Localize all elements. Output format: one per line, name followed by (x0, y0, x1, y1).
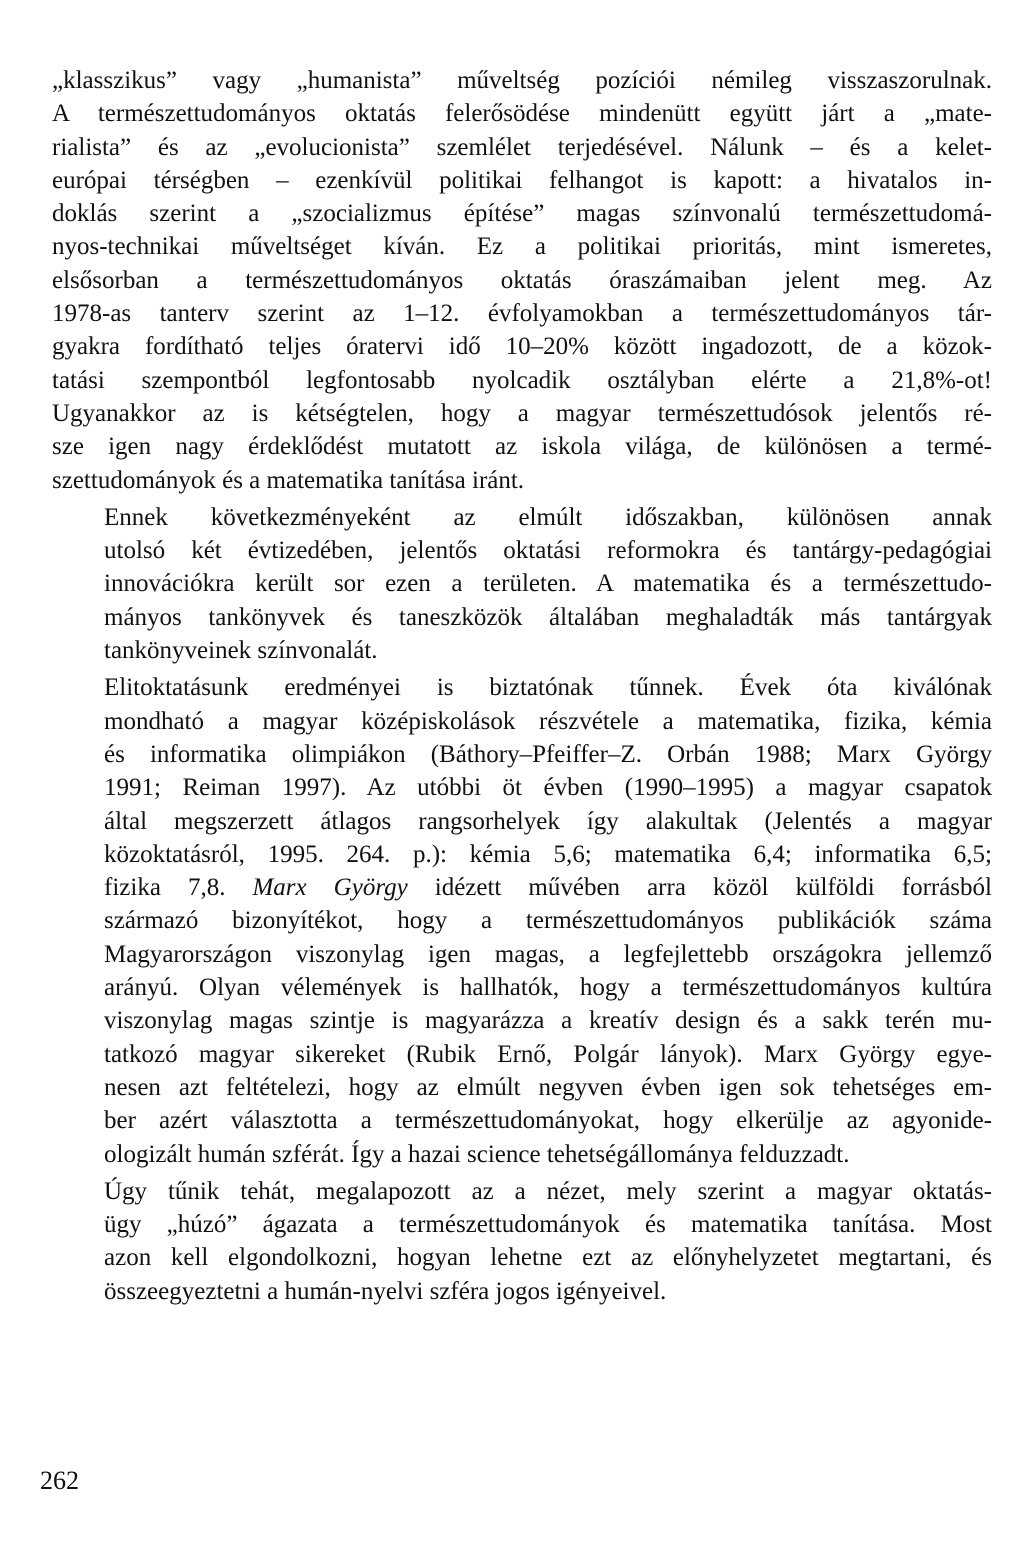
paragraph (52, 64, 992, 497)
text-line: tankönyveinek színvonalát. (104, 637, 378, 665)
paragraph (52, 671, 992, 1170)
text-line: mányos tankönyvek és taneszközök általában meghaladták más tantárgyak (104, 603, 992, 631)
text-line: arányú. Olyan vélemények is hallhatók, hogy a természettudományos kultúra (104, 974, 992, 1002)
text-line: fizika 7,8. Marx György idézett művében arra közöl külföldi forrásból (104, 874, 992, 902)
text-line: 1991; Reiman 1997). Az utóbbi öt évben (1990–1995) a magyar csapatok (104, 774, 992, 802)
text-line: doklás szerint a „szocializmus építése” magas színvonalú természettudomá- (52, 200, 992, 228)
page-number: 262 (40, 1466, 79, 1495)
text-line: ügy „húzó” ágazata a természettudományok és matematika tanítása. Most (104, 1211, 992, 1239)
text-line: 1978-as tanterv szerint az 1–12. évfolyamokban a természettudományos tár- (52, 300, 992, 328)
text-line: „klasszikus” vagy „humanista” műveltség pozíciói némileg visszaszorulnak. (52, 67, 992, 94)
text-line: összeegyeztetni a humán-nyelvi szféra jogos igényeivel. (104, 1277, 667, 1305)
text-line: ber azért választotta a természettudományokat, hogy elkerülje az agyonide- (104, 1107, 992, 1135)
text-line: szettudományok és a matematika tanítása iránt. (52, 466, 525, 494)
text-line: tatási szempontból legfontosabb nyolcadik osztályban elérte a 21,8%-ot! (52, 366, 992, 394)
text-line: származó bizonyítékot, hogy a természettudományos publikációk száma (104, 907, 992, 935)
text-line: gyakra fordítható teljes óratervi idő 10–20% között ingadozott, de a közok- (52, 333, 992, 361)
italic-name: Marx György (252, 874, 408, 902)
text-line: elsősorban a természettudományos oktatás óraszámaiban jelent meg. Az (52, 266, 992, 294)
text-line: európai térségben – ezenkívül politikai felhangot is kapott: a hivatalos in- (52, 166, 992, 194)
text-line: ologizált humán szférát. Így a hazai science tehetségállománya felduzzadt. (104, 1140, 850, 1168)
text-line: által megszerzett átlagos rangsorhelyek így alakultak (Jelentés a magyar (104, 807, 992, 835)
text-line: azon kell elgondolkozni, hogyan lehetne ezt az előnyhelyzetet megtartani, és (104, 1244, 992, 1272)
text-line: Magyarországon viszonylag igen magas, a legfejlettebb országokra jellemző (104, 940, 992, 968)
paragraph (52, 501, 992, 667)
text-line: nyos-technikai műveltséget kíván. Ez a politikai prioritás, mint ismeretes, (52, 233, 992, 261)
text-line: A természettudományos oktatás felerősödése mindenütt együtt járt a „mate- (52, 100, 992, 128)
text-line: sze igen nagy érdeklődést mutatott az iskola világa, de különösen a termé- (52, 433, 992, 461)
text-line: tatkozó magyar sikereket (Rubik Ernő, Polgár lányok). Marx György egye- (104, 1040, 992, 1068)
text-line: mondható a magyar középiskolások részvétele a matematika, fizika, kémia (104, 707, 992, 735)
text-line: Elitoktatásunk eredményei is biztatónak tűnnek. Évek óta kiválónak (104, 674, 992, 702)
text-line: rialista” és az „evolucionista” szemlélet terjedésével. Nálunk – és a kelet- (52, 133, 992, 161)
text-line: nesen azt feltételezi, hogy az elmúlt negyven évben igen sok tehetséges em- (104, 1073, 992, 1101)
text-line: Ennek következményeként az elmúlt időszakban, különösen annak (104, 503, 992, 531)
text-line: Úgy tűnik tehát, megalapozott az a nézet, mely szerint a magyar oktatás- (104, 1177, 992, 1205)
text-line: innovációkra került sor ezen a területen. A matematika és a természettudo- (104, 570, 992, 598)
text-line: közoktatásról, 1995. 264. p.): kémia 5,6; matematika 6,4; informatika 6,5; (104, 840, 992, 868)
text-line: Ugyanakkor az is kétségtelen, hogy a magyar természettudósok jelentős ré- (52, 399, 992, 427)
paragraph (52, 1175, 992, 1308)
text-line: viszonylag magas szintje is magyarázza a kreatív design és a sakk terén mu- (104, 1007, 992, 1035)
text-line: utolsó két évtizedében, jelentős oktatási reformokra és tantárgy-pedagógiai (104, 537, 992, 565)
document-body (52, 64, 992, 1308)
text-line: és informatika olimpiákon (Báthory–Pfeiffer–Z. Orbán 1988; Marx György (104, 740, 992, 768)
